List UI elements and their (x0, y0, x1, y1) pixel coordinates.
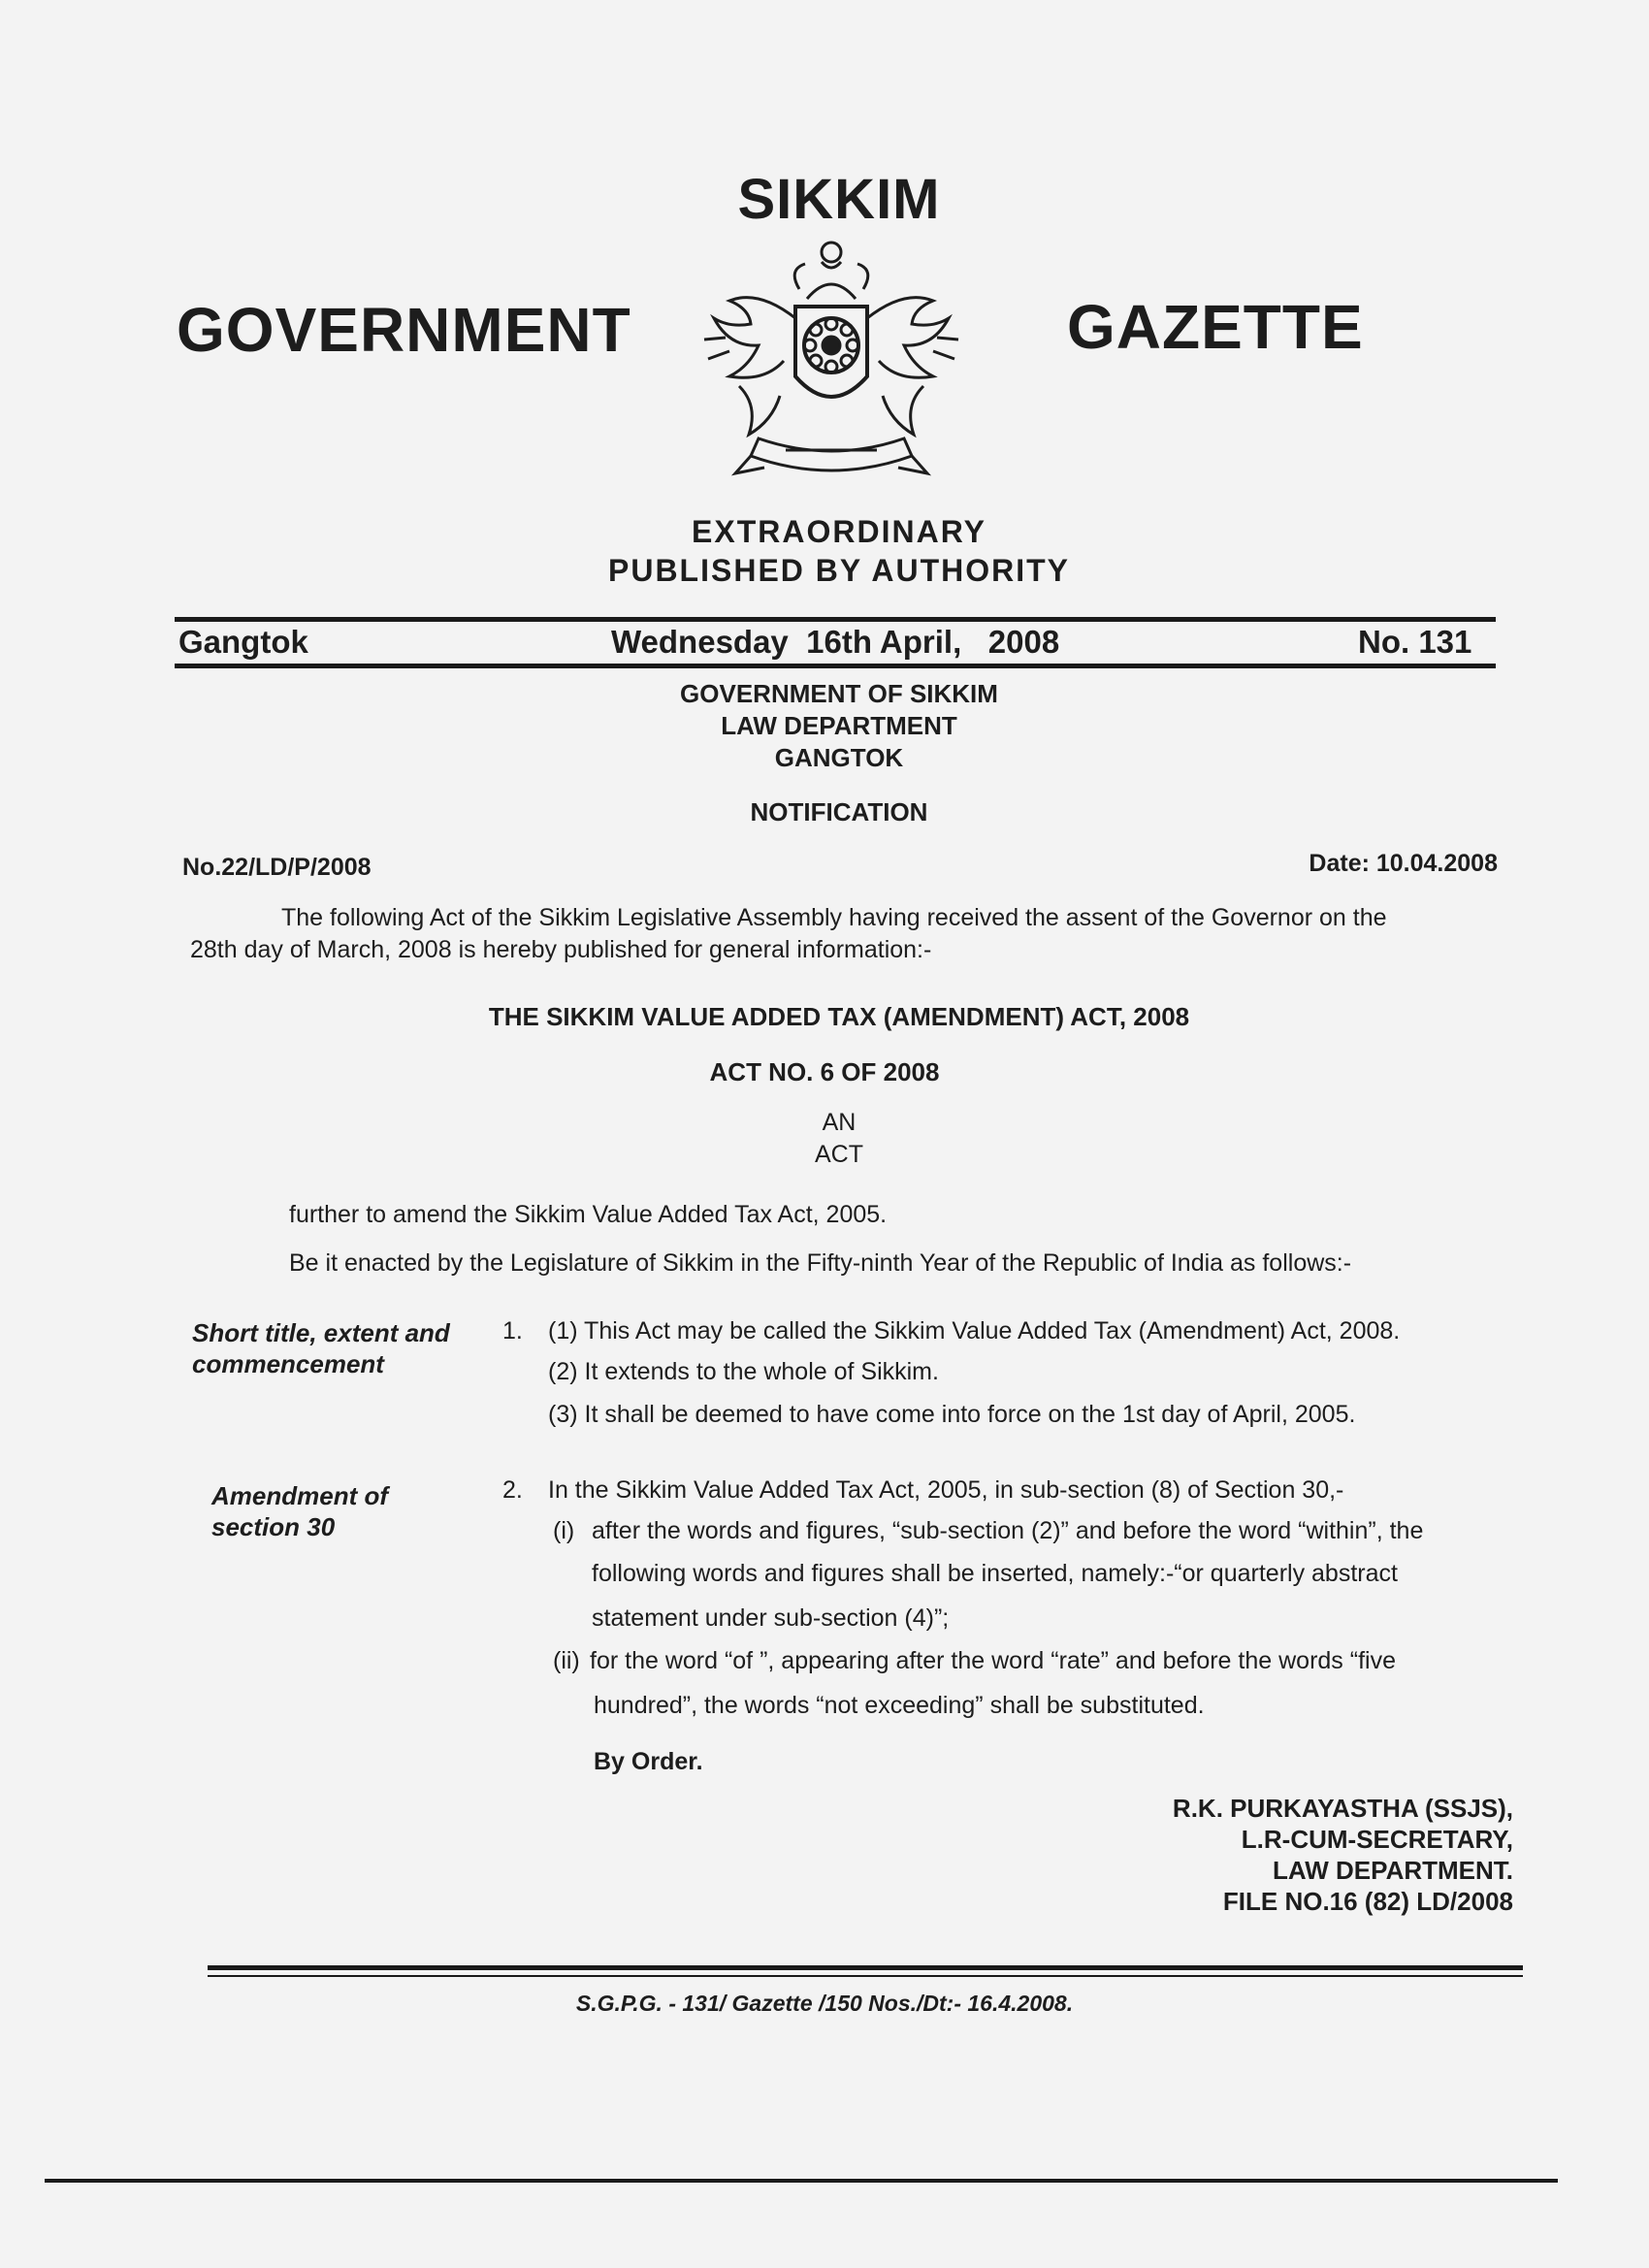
issuer-government: GOVERNMENT OF SIKKIM (680, 679, 998, 708)
signature-block (1173, 1793, 1513, 1917)
dateline-top-rule (175, 617, 1496, 622)
section-1-number: 1. (502, 1317, 523, 1345)
act-purpose: further to amend the Sikkim Value Added Tax Act, 2005. (289, 1201, 888, 1228)
section-2-item-2-label: (ii) (553, 1647, 580, 1674)
issuer-department: LAW DEPARTMENT (721, 711, 957, 740)
footer-rule-thin (208, 1975, 1523, 1977)
act-title: THE SIKKIM VALUE ADDED TAX (AMENDMENT) ACT, 2008 (488, 1002, 1190, 1031)
dateline-place: Gangtok (178, 624, 308, 660)
masthead-authority: PUBLISHED BY AUTHORITY (607, 553, 1071, 588)
issuer-place: GANGTOK (774, 743, 904, 772)
notification-date: Date: 10.04.2008 (1309, 850, 1498, 877)
intro-line-1: The following Act of the Sikkim Legislative Assembly having received the assent of the Governor on the (281, 904, 1387, 931)
section-2-lead: In the Sikkim Value Added Tax Act, 2005, in sub-section (8) of Section 30,- (548, 1476, 1344, 1504)
masthead-state: SIKKIM (737, 168, 941, 231)
dateline-issue: No. 131 (1358, 624, 1472, 660)
dateline-bottom-rule (175, 664, 1496, 668)
section-1-marginal-line-1: Short title, extent and (192, 1318, 450, 1347)
section-1-marginal-line-2: commencement (192, 1349, 384, 1378)
section-2-marginal-note (211, 1480, 388, 1542)
act-act: ACT (815, 1141, 863, 1168)
section-2-marginal-line-2: section 30 (211, 1512, 336, 1541)
dateline-date: Wednesday 16th April, 2008 (611, 624, 1060, 660)
act-number: ACT NO. 6 OF 2008 (709, 1057, 940, 1086)
masthead-left-word: GOVERNMENT (177, 295, 631, 365)
act-an: AN (822, 1109, 857, 1136)
section-2-marginal-line-1: Amendment of (211, 1481, 388, 1510)
section-1-marginal-note (192, 1317, 450, 1379)
state-emblem-icon (691, 231, 972, 502)
masthead-right-word: GAZETTE (1067, 292, 1364, 362)
enacting-formula: Be it enacted by the Legislature of Sikkim in the Fifty-ninth Year of the Republic of India as follows:- (289, 1249, 1352, 1277)
signatory-designation: L.R-CUM-SECRETARY, (1241, 1825, 1513, 1854)
signatory-department: LAW DEPARTMENT. (1273, 1856, 1513, 1885)
section-2-item-1-line-1: after the words and figures, “sub-section (2)” and before the word “within”, the (592, 1517, 1424, 1544)
page-bottom-rule (45, 2179, 1558, 2183)
section-1-clause-3: (3) It shall be deemed to have come into force on the 1st day of April, 2005. (548, 1401, 1356, 1428)
section-2-number: 2. (502, 1476, 523, 1504)
file-number: FILE NO.16 (82) LD/2008 (1222, 1887, 1513, 1916)
signatory-name: R.K. PURKAYASTHA (SSJS), (1172, 1794, 1513, 1823)
section-2-item-2-line-2: hundred”, the words “not exceeding” shall be substituted. (594, 1692, 1205, 1719)
intro-line-2: 28th day of March, 2008 is hereby published for general information:- (190, 936, 932, 963)
section-2-item-1-line-3: statement under sub-section (4)”; (592, 1604, 950, 1632)
notification-number: No.22/LD/P/2008 (182, 854, 372, 881)
footer-imprint: S.G.P.G. - 131/ Gazette /150 Nos./Dt:- 16.4.2008. (575, 1991, 1074, 2016)
section-2-item-1-line-2: following words and figures shall be inserted, namely:-“or quarterly abstract (592, 1560, 1398, 1587)
section-1-clause-1: (1) This Act may be called the Sikkim Value Added Tax (Amendment) Act, 2008. (548, 1317, 1401, 1345)
section-1-clause-2: (2) It extends to the whole of Sikkim. (548, 1358, 939, 1385)
document-type: NOTIFICATION (750, 797, 928, 826)
section-2-item-2-line-1: for the word “of ”, appearing after the word “rate” and before the words “five (590, 1647, 1396, 1674)
masthead-edition: EXTRAORDINARY (692, 514, 986, 549)
section-2-item-1-label: (i) (553, 1517, 575, 1544)
by-order: By Order. (594, 1748, 703, 1775)
footer-rule-thick (208, 1965, 1523, 1970)
